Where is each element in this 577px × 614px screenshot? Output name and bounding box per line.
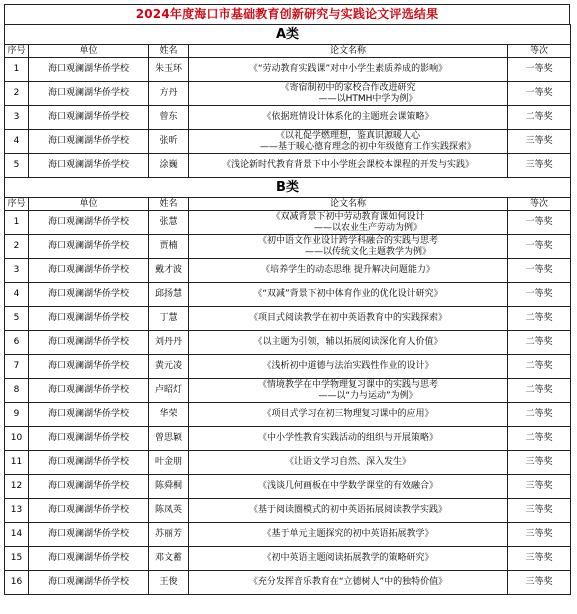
header-unit: 单位 <box>29 198 149 211</box>
author-cell: 曾思颖 <box>149 427 189 451</box>
table-row <box>5 82 571 106</box>
table-row <box>5 547 571 571</box>
paper-title-line: ——以传统文化主题教学为例》 <box>304 246 431 257</box>
row-number: 4 <box>5 283 29 307</box>
row-number: 5 <box>5 154 29 178</box>
unit-cell: 海口观澜湖华侨学校 <box>29 475 149 499</box>
award-grade-cell: 二等奖 <box>508 106 571 130</box>
award-grade-cell: 三等奖 <box>508 547 571 571</box>
author-cell: 黄元凌 <box>149 355 189 379</box>
award-grade-cell: 三等奖 <box>508 571 571 595</box>
header-grade: 等次 <box>508 45 571 58</box>
table-row <box>5 283 571 307</box>
author-cell: 丁慧 <box>149 307 189 331</box>
paper-title-cell <box>189 403 508 427</box>
row-number: 7 <box>5 355 29 379</box>
row-number: 4 <box>5 130 29 154</box>
row-number: 12 <box>5 475 29 499</box>
author-cell: 张慧 <box>149 211 189 235</box>
table-row <box>5 106 571 130</box>
unit-cell: 海口观澜湖华侨学校 <box>29 259 149 283</box>
award-grade-cell: 一等奖 <box>508 82 571 106</box>
header-grade: 等次 <box>508 198 571 211</box>
author-cell: 张昕 <box>149 130 189 154</box>
unit-cell: 海口观澜湖华侨学校 <box>29 355 149 379</box>
paper-title-line: 《寄宿制初中的家校合作改进研究 <box>280 82 416 93</box>
header-name: 姓名 <box>149 198 189 211</box>
table-row <box>5 154 571 178</box>
table-row <box>5 403 571 427</box>
table-row <box>5 523 571 547</box>
paper-title-line: 《基于阅读圈模式的初中英语拓展阅读教学实践》 <box>248 505 447 515</box>
header-row <box>5 45 571 58</box>
award-grade-cell: 二等奖 <box>508 355 571 379</box>
paper-title-cell <box>189 499 508 523</box>
award-grade-cell: 二等奖 <box>508 307 571 331</box>
author-cell: 华荣 <box>149 403 189 427</box>
row-number: 11 <box>5 451 29 475</box>
unit-cell: 海口观澜湖华侨学校 <box>29 499 149 523</box>
paper-title-line: 《浅析初中道德与法治实践性作业的设计》 <box>262 361 434 371</box>
row-number: 8 <box>5 379 29 403</box>
paper-title-line: 《初中英语主题阅读拓展教学的策略研究》 <box>262 553 434 563</box>
table-row <box>5 130 571 154</box>
paper-title-line: 《充分发挥音乐教育在“立德树人”中的独特价值》 <box>248 577 448 587</box>
author-cell: 朱玉环 <box>149 58 189 82</box>
header-no: 序号 <box>5 45 29 58</box>
paper-title-cell <box>189 211 508 235</box>
award-grade-cell: 二等奖 <box>508 379 571 403</box>
award-grade-cell: 一等奖 <box>508 211 571 235</box>
award-grade-cell: 三等奖 <box>508 499 571 523</box>
paper-title-line: 《依据班情设计体系化的主题班会课策略》 <box>262 112 434 122</box>
paper-title-cell <box>189 571 508 595</box>
row-number: 13 <box>5 499 29 523</box>
unit-cell: 海口观澜湖华侨学校 <box>29 307 149 331</box>
table-row <box>5 259 571 283</box>
unit-cell: 海口观澜湖华侨学校 <box>29 427 149 451</box>
row-number: 10 <box>5 427 29 451</box>
author-cell: 涂巍 <box>149 154 189 178</box>
paper-title-line: 《中小学性教育实践活动的组织与开展策略》 <box>257 433 438 443</box>
paper-title-cell <box>189 82 508 106</box>
paper-title-cell <box>189 106 508 130</box>
row-number: 2 <box>5 235 29 259</box>
table-row <box>5 451 571 475</box>
row-number: 3 <box>5 259 29 283</box>
table-row <box>5 571 571 595</box>
table-row <box>5 307 571 331</box>
table-row <box>5 211 571 235</box>
author-cell: 卢昭灯 <box>149 379 189 403</box>
unit-cell: 海口观澜湖华侨学校 <box>29 130 149 154</box>
award-grade-cell: 三等奖 <box>508 451 571 475</box>
category-label: A类 <box>5 25 571 45</box>
table-row <box>5 379 571 403</box>
award-grade-cell: 一等奖 <box>508 235 571 259</box>
paper-title-line: 《“劳动教育实践课”对中小学生素质养成的影响》 <box>248 64 448 74</box>
award-grade-cell: 二等奖 <box>508 427 571 451</box>
paper-title-cell <box>189 475 508 499</box>
row-number: 16 <box>5 571 29 595</box>
award-grade-cell: 二等奖 <box>508 403 571 427</box>
paper-title-cell <box>189 547 508 571</box>
row-number: 15 <box>5 547 29 571</box>
unit-cell: 海口观澜湖华侨学校 <box>29 571 149 595</box>
author-cell: 叶金朋 <box>149 451 189 475</box>
unit-cell: 海口观澜湖华侨学校 <box>29 379 149 403</box>
row-number: 2 <box>5 82 29 106</box>
unit-cell: 海口观澜湖华侨学校 <box>29 451 149 475</box>
paper-title-line: 《以礼促学燃理想，鉴真识源暖人心 <box>275 130 420 141</box>
author-cell: 邓文蓄 <box>149 547 189 571</box>
paper-title-line: 《初中语文作业设计跨学科融合的实践与思考 <box>257 235 438 246</box>
paper-title-line: 《双减背景下初中劳动教育课如何设计 <box>271 211 425 222</box>
award-grade-cell: 一等奖 <box>508 58 571 82</box>
unit-cell: 海口观澜湖华侨学校 <box>29 106 149 130</box>
paper-title-line: 《浅谈几何画板在中学数学课堂的有效融合》 <box>257 481 438 491</box>
author-cell: 陈舜桐 <box>149 475 189 499</box>
unit-cell: 海口观澜湖华侨学校 <box>29 547 149 571</box>
author-cell: 贾楠 <box>149 235 189 259</box>
document-title: 2024年度海口市基础教育创新研究与实践论文评选结果 <box>4 4 570 24</box>
unit-cell: 海口观澜湖华侨学校 <box>29 211 149 235</box>
unit-cell: 海口观澜湖华侨学校 <box>29 235 149 259</box>
paper-title-cell <box>189 331 508 355</box>
table-row <box>5 235 571 259</box>
unit-cell: 海口观澜湖华侨学校 <box>29 154 149 178</box>
author-cell: 苏丽芳 <box>149 523 189 547</box>
results-sheet <box>4 4 570 610</box>
header-paper: 论文名称 <box>189 45 508 58</box>
author-cell: 刘丹丹 <box>149 331 189 355</box>
paper-title-line: ——以HTMH中学为例》 <box>318 93 418 104</box>
paper-title-line: 《浅论新时代教育背景下中小学班会课校本课程的开发与实践》 <box>221 160 474 170</box>
paper-title-line: 《以主题为引领，辅以拓展阅读深化育人价值》 <box>253 337 443 347</box>
paper-title-cell <box>189 379 508 403</box>
award-grade-cell: 三等奖 <box>508 154 571 178</box>
paper-title-line: ——以“力与运动”为例》 <box>318 390 418 401</box>
header-name: 姓名 <box>149 45 189 58</box>
table-row <box>5 58 571 82</box>
author-cell: 戴才波 <box>149 259 189 283</box>
author-cell: 王俊 <box>149 571 189 595</box>
paper-title-line: 《情境教学在中学物理复习课中的实践与思考 <box>257 379 438 390</box>
paper-title-line: 《培养学生的动态思维 提升解决问题能力》 <box>261 265 435 275</box>
paper-title-line: ——基于暖心德育理念的初中年级德育工作实践探索》 <box>259 141 476 152</box>
row-number: 5 <box>5 307 29 331</box>
paper-title-cell <box>189 130 508 154</box>
paper-title-cell <box>189 154 508 178</box>
paper-title-cell <box>189 355 508 379</box>
row-number: 1 <box>5 58 29 82</box>
author-cell: 方丹 <box>149 82 189 106</box>
paper-title-cell <box>189 259 508 283</box>
paper-title-cell <box>189 427 508 451</box>
paper-title-cell <box>189 451 508 475</box>
paper-title-line: 《项目式阅读教学在初中英语教育中的实践探索》 <box>248 313 447 323</box>
paper-title-cell <box>189 523 508 547</box>
table-row <box>5 331 571 355</box>
paper-title-cell <box>189 58 508 82</box>
award-grade-cell: 一等奖 <box>508 283 571 307</box>
category-label: B类 <box>5 178 571 198</box>
award-grade-cell: 三等奖 <box>508 130 571 154</box>
award-grade-cell: 二等奖 <box>508 331 571 355</box>
header-unit: 单位 <box>29 45 149 58</box>
paper-title-line: 《让语文学习自然、深入发生》 <box>284 457 411 467</box>
unit-cell: 海口观澜湖华侨学校 <box>29 82 149 106</box>
results-table <box>4 24 571 595</box>
unit-cell: 海口观澜湖华侨学校 <box>29 58 149 82</box>
award-grade-cell: 一等奖 <box>508 259 571 283</box>
header-no: 序号 <box>5 198 29 211</box>
unit-cell: 海口观澜湖华侨学校 <box>29 403 149 427</box>
author-cell: 陈凤英 <box>149 499 189 523</box>
award-grade-cell: 三等奖 <box>508 523 571 547</box>
author-cell: 曾东 <box>149 106 189 130</box>
row-number: 14 <box>5 523 29 547</box>
row-number: 9 <box>5 403 29 427</box>
row-number: 1 <box>5 211 29 235</box>
unit-cell: 海口观澜湖华侨学校 <box>29 331 149 355</box>
unit-cell: 海口观澜湖华侨学校 <box>29 523 149 547</box>
table-row <box>5 499 571 523</box>
paper-title-cell <box>189 283 508 307</box>
row-number: 6 <box>5 331 29 355</box>
paper-title-cell <box>189 235 508 259</box>
header-paper: 论文名称 <box>189 198 508 211</box>
paper-title-line: 《项目式学习在初三物理复习课中的应用》 <box>262 409 434 419</box>
category-row <box>5 25 571 45</box>
paper-title-cell <box>189 307 508 331</box>
header-row <box>5 198 571 211</box>
table-row <box>5 355 571 379</box>
author-cell: 邱扬慧 <box>149 283 189 307</box>
paper-title-line: 《基于单元主题探究的初中英语拓展教学》 <box>262 529 434 539</box>
paper-title-line: 《“双减”背景下初中体育作业的优化设计研究》 <box>253 289 443 299</box>
paper-title-line: ——以农业生产劳动为例》 <box>313 222 422 233</box>
unit-cell: 海口观澜湖华侨学校 <box>29 283 149 307</box>
category-row <box>5 178 571 198</box>
table-row <box>5 475 571 499</box>
row-number: 3 <box>5 106 29 130</box>
award-grade-cell: 三等奖 <box>508 475 571 499</box>
table-row <box>5 427 571 451</box>
